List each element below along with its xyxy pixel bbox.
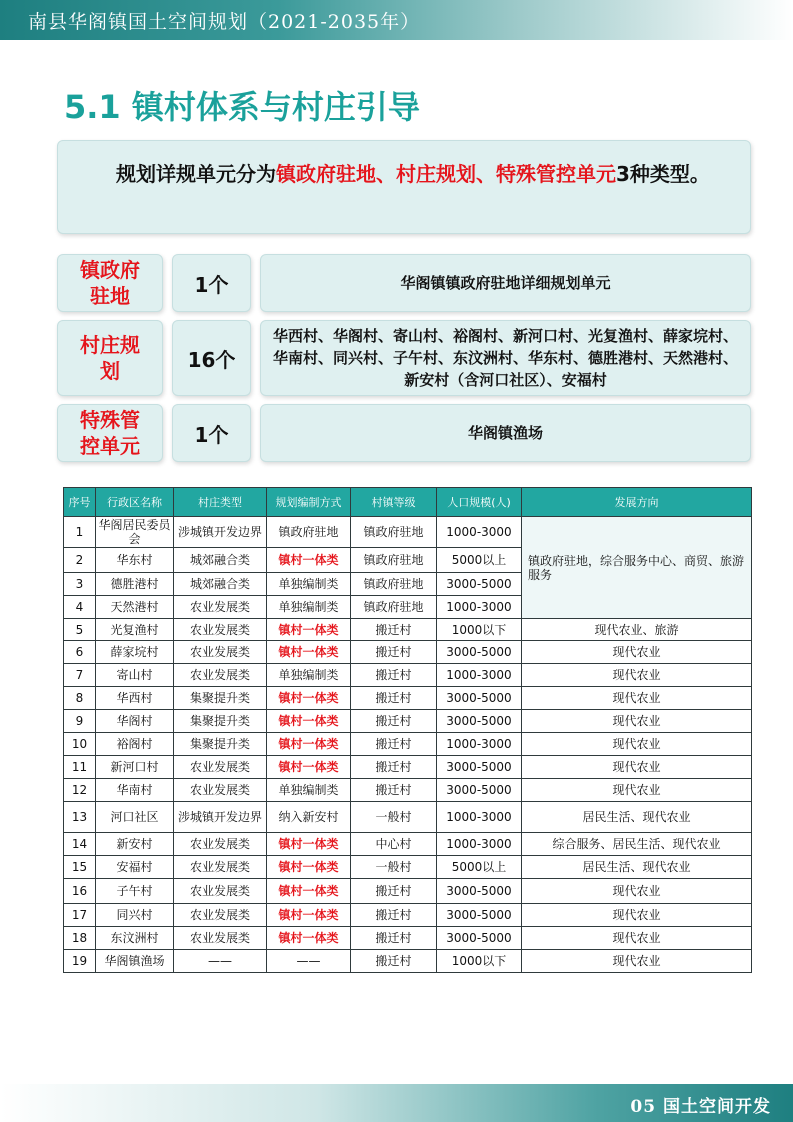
table-row	[64, 879, 752, 904]
cell-level: 中心村	[351, 833, 437, 856]
cell-no: 16	[64, 879, 96, 904]
cell-direction: 现代农业	[522, 950, 752, 973]
intro-suffix: 3种类型。	[616, 162, 710, 186]
cell-level: 搬迁村	[351, 641, 437, 664]
cell-pop: 5000以上	[437, 856, 522, 879]
chapter-label: 05 国土空间开发	[630, 1097, 771, 1117]
unit-count-town: 1个	[172, 254, 251, 312]
cell-name: 安福村	[96, 856, 174, 879]
cell-no: 4	[64, 596, 96, 619]
cell-no: 6	[64, 641, 96, 664]
cell-type: 涉城镇开发边界	[174, 802, 267, 833]
cell-direction: 现代农业	[522, 641, 752, 664]
table-row	[64, 733, 752, 756]
cell-method: 镇村一体类	[267, 619, 351, 641]
section-title: 5.1 镇村体系与村庄引导	[64, 88, 420, 126]
cell-name: 河口社区	[96, 802, 174, 833]
cell-name: 新河口村	[96, 756, 174, 779]
intro-prefix: 规划详规单元分为	[116, 162, 276, 186]
cell-method: 镇村一体类	[267, 756, 351, 779]
cell-method: 镇村一体类	[267, 733, 351, 756]
cell-pop: 1000-3000	[437, 517, 522, 548]
cell-level: 镇政府驻地	[351, 596, 437, 619]
unit-count-village: 16个	[172, 320, 251, 396]
cell-level: 镇政府驻地	[351, 548, 437, 573]
cell-name: 华南村	[96, 779, 174, 802]
unit-label-village: 村庄规划	[57, 320, 163, 396]
cell-type: 农业发展类	[174, 664, 267, 687]
cell-direction: 现代农业	[522, 733, 752, 756]
cell-level: 镇政府驻地	[351, 573, 437, 596]
page-header	[0, 0, 793, 40]
cell-type: 集聚提升类	[174, 710, 267, 733]
table-row	[64, 833, 752, 856]
cell-method: 镇村一体类	[267, 641, 351, 664]
cell-level: 一般村	[351, 802, 437, 833]
cell-level: 搬迁村	[351, 664, 437, 687]
table-row	[64, 802, 752, 833]
cell-direction: 综合服务、居民生活、现代农业	[522, 833, 752, 856]
cell-direction: 现代农业	[522, 664, 752, 687]
cell-name: 薛家垸村	[96, 641, 174, 664]
cell-no: 8	[64, 687, 96, 710]
cell-pop: 1000-3000	[437, 664, 522, 687]
cell-level: 搬迁村	[351, 687, 437, 710]
unit-label-town: 镇政府驻地	[57, 254, 163, 312]
cell-method: 镇村一体类	[267, 548, 351, 573]
cell-name: 天然港村	[96, 596, 174, 619]
unit-desc-special: 华阁镇渔场	[260, 404, 751, 462]
cell-type: 农业发展类	[174, 927, 267, 950]
document-title: 南县华阁镇国土空间规划（2021-2035年）	[28, 11, 421, 33]
cell-pop: 1000以下	[437, 619, 522, 641]
cell-name: 同兴村	[96, 904, 174, 927]
col-header-direction: 发展方向	[522, 488, 752, 517]
cell-no: 18	[64, 927, 96, 950]
table-row	[64, 641, 752, 664]
cell-type: 农业发展类	[174, 619, 267, 641]
cell-type: 集聚提升类	[174, 733, 267, 756]
cell-type: 农业发展类	[174, 756, 267, 779]
cell-no: 11	[64, 756, 96, 779]
table-row	[64, 517, 752, 548]
table-row	[64, 687, 752, 710]
cell-method: 镇村一体类	[267, 927, 351, 950]
cell-level: 搬迁村	[351, 879, 437, 904]
cell-name: 华东村	[96, 548, 174, 573]
cell-pop: 3000-5000	[437, 641, 522, 664]
cell-level: 搬迁村	[351, 904, 437, 927]
table-row	[64, 664, 752, 687]
cell-direction: 现代农业	[522, 710, 752, 733]
cell-type: ——	[174, 950, 267, 973]
cell-direction: 现代农业、旅游	[522, 619, 752, 641]
cell-no: 14	[64, 833, 96, 856]
cell-name: 华西村	[96, 687, 174, 710]
cell-direction: 现代农业	[522, 687, 752, 710]
cell-no: 5	[64, 619, 96, 641]
cell-no: 9	[64, 710, 96, 733]
cell-pop: 3000-5000	[437, 573, 522, 596]
table-row	[64, 619, 752, 641]
table-row	[64, 710, 752, 733]
cell-name: 子午村	[96, 879, 174, 904]
cell-direction: 现代农业	[522, 756, 752, 779]
cell-method: 单独编制类	[267, 573, 351, 596]
table-row	[64, 756, 752, 779]
cell-pop: 3000-5000	[437, 756, 522, 779]
cell-name: 裕阁村	[96, 733, 174, 756]
unit-count-special: 1个	[172, 404, 251, 462]
col-header-no: 序号	[64, 488, 96, 517]
table-row	[64, 950, 752, 973]
cell-name: 光复渔村	[96, 619, 174, 641]
cell-method: 镇村一体类	[267, 856, 351, 879]
cell-pop: 5000以上	[437, 548, 522, 573]
cell-no: 17	[64, 904, 96, 927]
cell-pop: 3000-5000	[437, 904, 522, 927]
cell-method: 纳入新安村	[267, 802, 351, 833]
cell-name: 德胜港村	[96, 573, 174, 596]
cell-level: 搬迁村	[351, 710, 437, 733]
cell-type: 农业发展类	[174, 856, 267, 879]
cell-pop: 3000-5000	[437, 779, 522, 802]
cell-level: 一般村	[351, 856, 437, 879]
col-header-method: 规划编制方式	[267, 488, 351, 517]
cell-pop: 1000以下	[437, 950, 522, 973]
cell-pop: 1000-3000	[437, 733, 522, 756]
col-header-level: 村镇等级	[351, 488, 437, 517]
unit-desc-town: 华阁镇镇政府驻地详细规划单元	[260, 254, 751, 312]
cell-name: 华阁村	[96, 710, 174, 733]
cell-no: 12	[64, 779, 96, 802]
cell-method: 单独编制类	[267, 664, 351, 687]
cell-direction: 现代农业	[522, 927, 752, 950]
cell-name: 寄山村	[96, 664, 174, 687]
cell-pop: 1000-3000	[437, 802, 522, 833]
cell-pop: 3000-5000	[437, 927, 522, 950]
cell-no: 13	[64, 802, 96, 833]
cell-no: 1	[64, 517, 96, 548]
cell-type: 集聚提升类	[174, 687, 267, 710]
cell-no: 10	[64, 733, 96, 756]
cell-name: 新安村	[96, 833, 174, 856]
cell-no: 2	[64, 548, 96, 573]
col-header-name: 行政区名称	[96, 488, 174, 517]
cell-method: 镇村一体类	[267, 904, 351, 927]
unit-desc-village: 华西村、华阁村、寄山村、裕阁村、新河口村、光复渔村、薛家垸村、华南村、同兴村、子午村、东汶洲村、华东村、德胜港村、天然港村、新安村（含河口社区）、安福村	[260, 320, 751, 396]
intro-box	[57, 140, 751, 234]
cell-direction-merged: 镇政府驻地，综合服务中心、商贸、旅游服务	[522, 517, 752, 619]
cell-method: 镇村一体类	[267, 710, 351, 733]
unit-label-special: 特殊管控单元	[57, 404, 163, 462]
cell-pop: 1000-3000	[437, 596, 522, 619]
cell-name: 东汶洲村	[96, 927, 174, 950]
cell-level: 镇政府驻地	[351, 517, 437, 548]
cell-pop: 1000-3000	[437, 833, 522, 856]
cell-name: 华阁镇渔场	[96, 950, 174, 973]
cell-type: 农业发展类	[174, 879, 267, 904]
cell-direction: 现代农业	[522, 779, 752, 802]
page-footer	[0, 1084, 793, 1122]
cell-direction: 现代农业	[522, 879, 752, 904]
cell-type: 涉城镇开发边界	[174, 517, 267, 548]
cell-method: 镇政府驻地	[267, 517, 351, 548]
cell-level: 搬迁村	[351, 927, 437, 950]
cell-direction: 居民生活、现代农业	[522, 856, 752, 879]
cell-pop: 3000-5000	[437, 687, 522, 710]
cell-level: 搬迁村	[351, 756, 437, 779]
cell-type: 农业发展类	[174, 596, 267, 619]
cell-no: 19	[64, 950, 96, 973]
cell-method: 单独编制类	[267, 596, 351, 619]
cell-direction: 现代农业	[522, 904, 752, 927]
col-header-type: 村庄类型	[174, 488, 267, 517]
village-table	[63, 487, 752, 973]
cell-level: 搬迁村	[351, 779, 437, 802]
cell-direction: 居民生活、现代农业	[522, 802, 752, 833]
table-row	[64, 927, 752, 950]
cell-method: ——	[267, 950, 351, 973]
table-row	[64, 904, 752, 927]
cell-method: 单独编制类	[267, 779, 351, 802]
cell-no: 7	[64, 664, 96, 687]
cell-no: 3	[64, 573, 96, 596]
cell-type: 农业发展类	[174, 833, 267, 856]
table-header-row	[64, 488, 752, 517]
cell-method: 镇村一体类	[267, 833, 351, 856]
cell-type: 城郊融合类	[174, 548, 267, 573]
cell-level: 搬迁村	[351, 950, 437, 973]
cell-level: 搬迁村	[351, 733, 437, 756]
table-row	[64, 779, 752, 802]
cell-method: 镇村一体类	[267, 879, 351, 904]
cell-name: 华阁居民委员会	[96, 517, 174, 548]
cell-type: 农业发展类	[174, 779, 267, 802]
cell-type: 农业发展类	[174, 641, 267, 664]
cell-pop: 3000-5000	[437, 710, 522, 733]
cell-method: 镇村一体类	[267, 687, 351, 710]
table-row	[64, 856, 752, 879]
cell-pop: 3000-5000	[437, 879, 522, 904]
intro-highlight: 镇政府驻地、村庄规划、特殊管控单元	[276, 162, 616, 186]
cell-level: 搬迁村	[351, 619, 437, 641]
cell-type: 城郊融合类	[174, 573, 267, 596]
cell-type: 农业发展类	[174, 904, 267, 927]
cell-no: 15	[64, 856, 96, 879]
col-header-pop: 人口规模(人)	[437, 488, 522, 517]
